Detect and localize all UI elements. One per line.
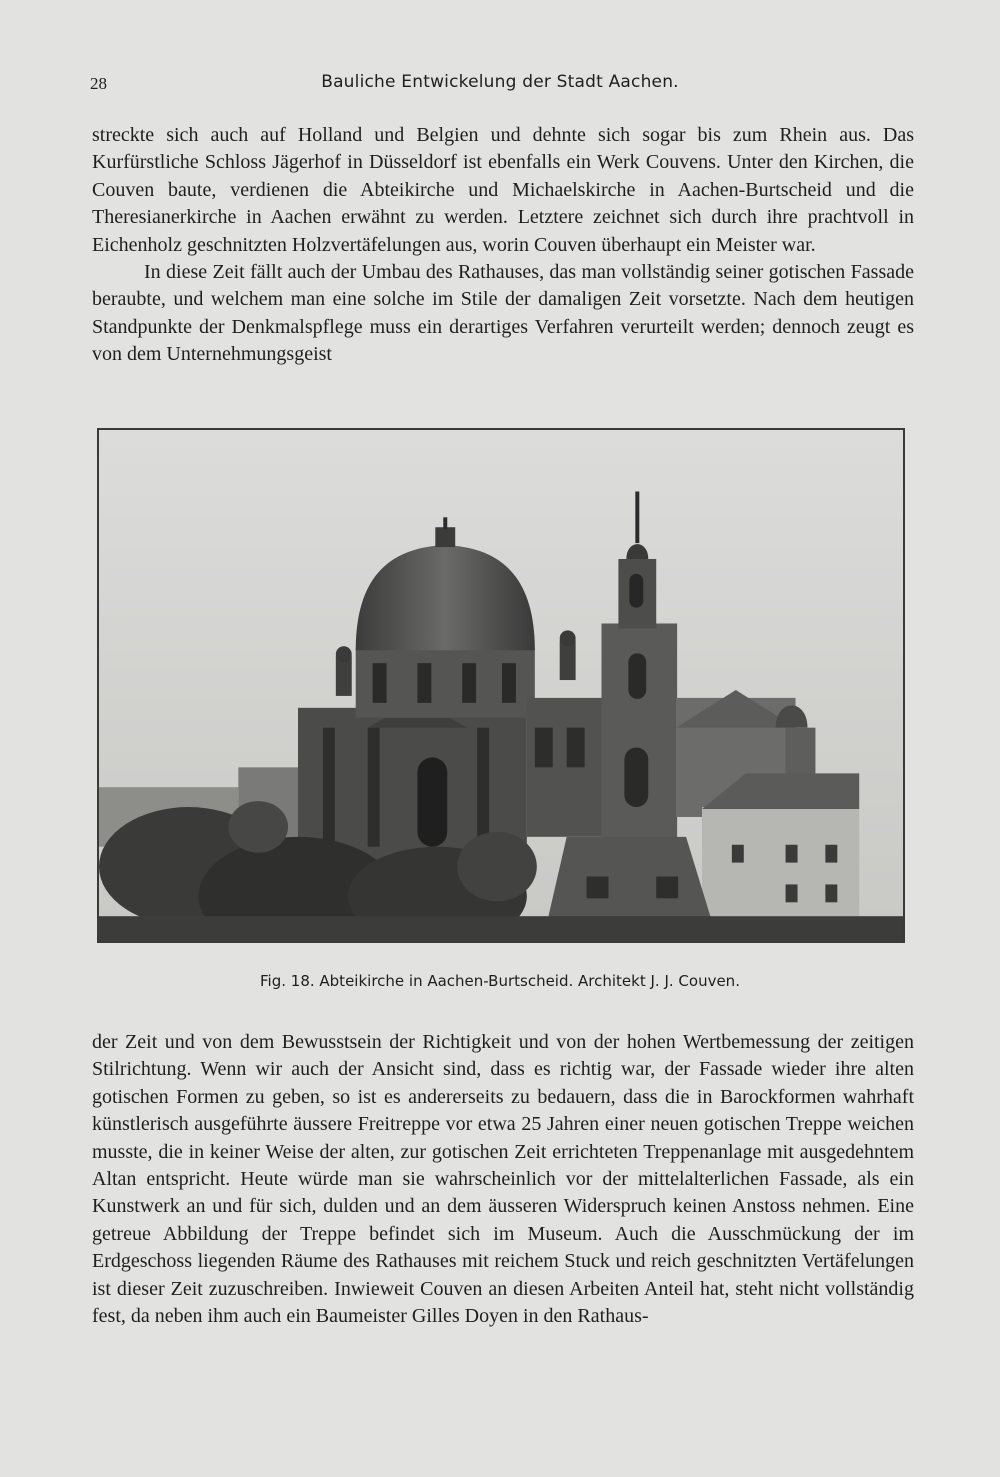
body-text-top [92,122,914,369]
figure-photo-abteikirche [97,428,905,943]
church-photograph [99,430,903,941]
paragraph: In diese Zeit fällt auch der Umbau des Rathauses, das man vollständig seiner gotischen Fassade beraubte, und welchem man eine solche im Stile der damaligen Zeit vorsetzte. Nach dem heutigen Standpunkte der Denkmalspflege muss ein derartiges Verfahren verurteilt werden; dennoch zeugt es von dem Unternehmungsgeist [92,261,914,366]
paragraph: streckte sich auch auf Holland und Belgien und dehnte sich sogar bis zum Rhein aus. Das Kurfürstliche Schloss Jägerhof in Düsseldorf ist ebenfalls ein Werk Couvens. Unter den Kirchen, die Couven baute, verdienen die Abteikirche und Michaelskirche in Aachen-Burtscheid und die Theresianerkirche in Aachen erwähnt zu werden. Letztere zeichnet sich durch ihre prachtvoll in Eichenholz geschnitzten Holzvertäfelungen aus, worin Couven überhaupt ein Meister war. [92,124,914,256]
paragraph: der Zeit und von dem Bewusstsein der Richtigkeit und von der hohen Wertbemessung der zeitigen Stilrichtung. Wenn wir auch der Ansicht sind, dass es richtig war, der Fassade wieder ihre alten gotischen Formen zu geben, so ist es andererseits zu bedauern, dass die in Barockformen wahrhaft künstlerisch ausgeführte äussere Freitreppe vor etwa 25 Jahren einer neuen gotischen Treppe weichen musste, die in keiner Weise der alten, zur gotischen Zeit errichteten Treppenanlage mit ausgedehntem Altan entspricht. Heute würde man sie wahrscheinlich vor der mittelalterlichen Fassade, als ein Kunstwerk an und für sich, dulden und an dem äusseren Widerspruch keinen Anstoss nehmen. Eine getreue Abbildung der Treppe befindet sich im Museum. Auch die Ausschmückung der im Erdgeschoss liegenden Räume des Rathauses mit reichem Stuck und reich geschnitzten Vertäfelungen ist dieser Zeit zuzuschreiben. Inwieweit Couven an diesen Arbeiten Anteil hat, steht nicht vollständig fest, da neben ihm auch ein Baumeister Gilles Doyen in den Rathaus- [92,1031,914,1328]
body-text-bottom [92,1029,914,1330]
page-number: 28 [90,74,107,93]
running-head: Bauliche Entwickelung der Stadt Aachen. [321,72,679,92]
figure-caption: Fig. 18. Abteikirche in Aachen-Burtscheid. Architekt J. J. Couven. [260,972,740,990]
